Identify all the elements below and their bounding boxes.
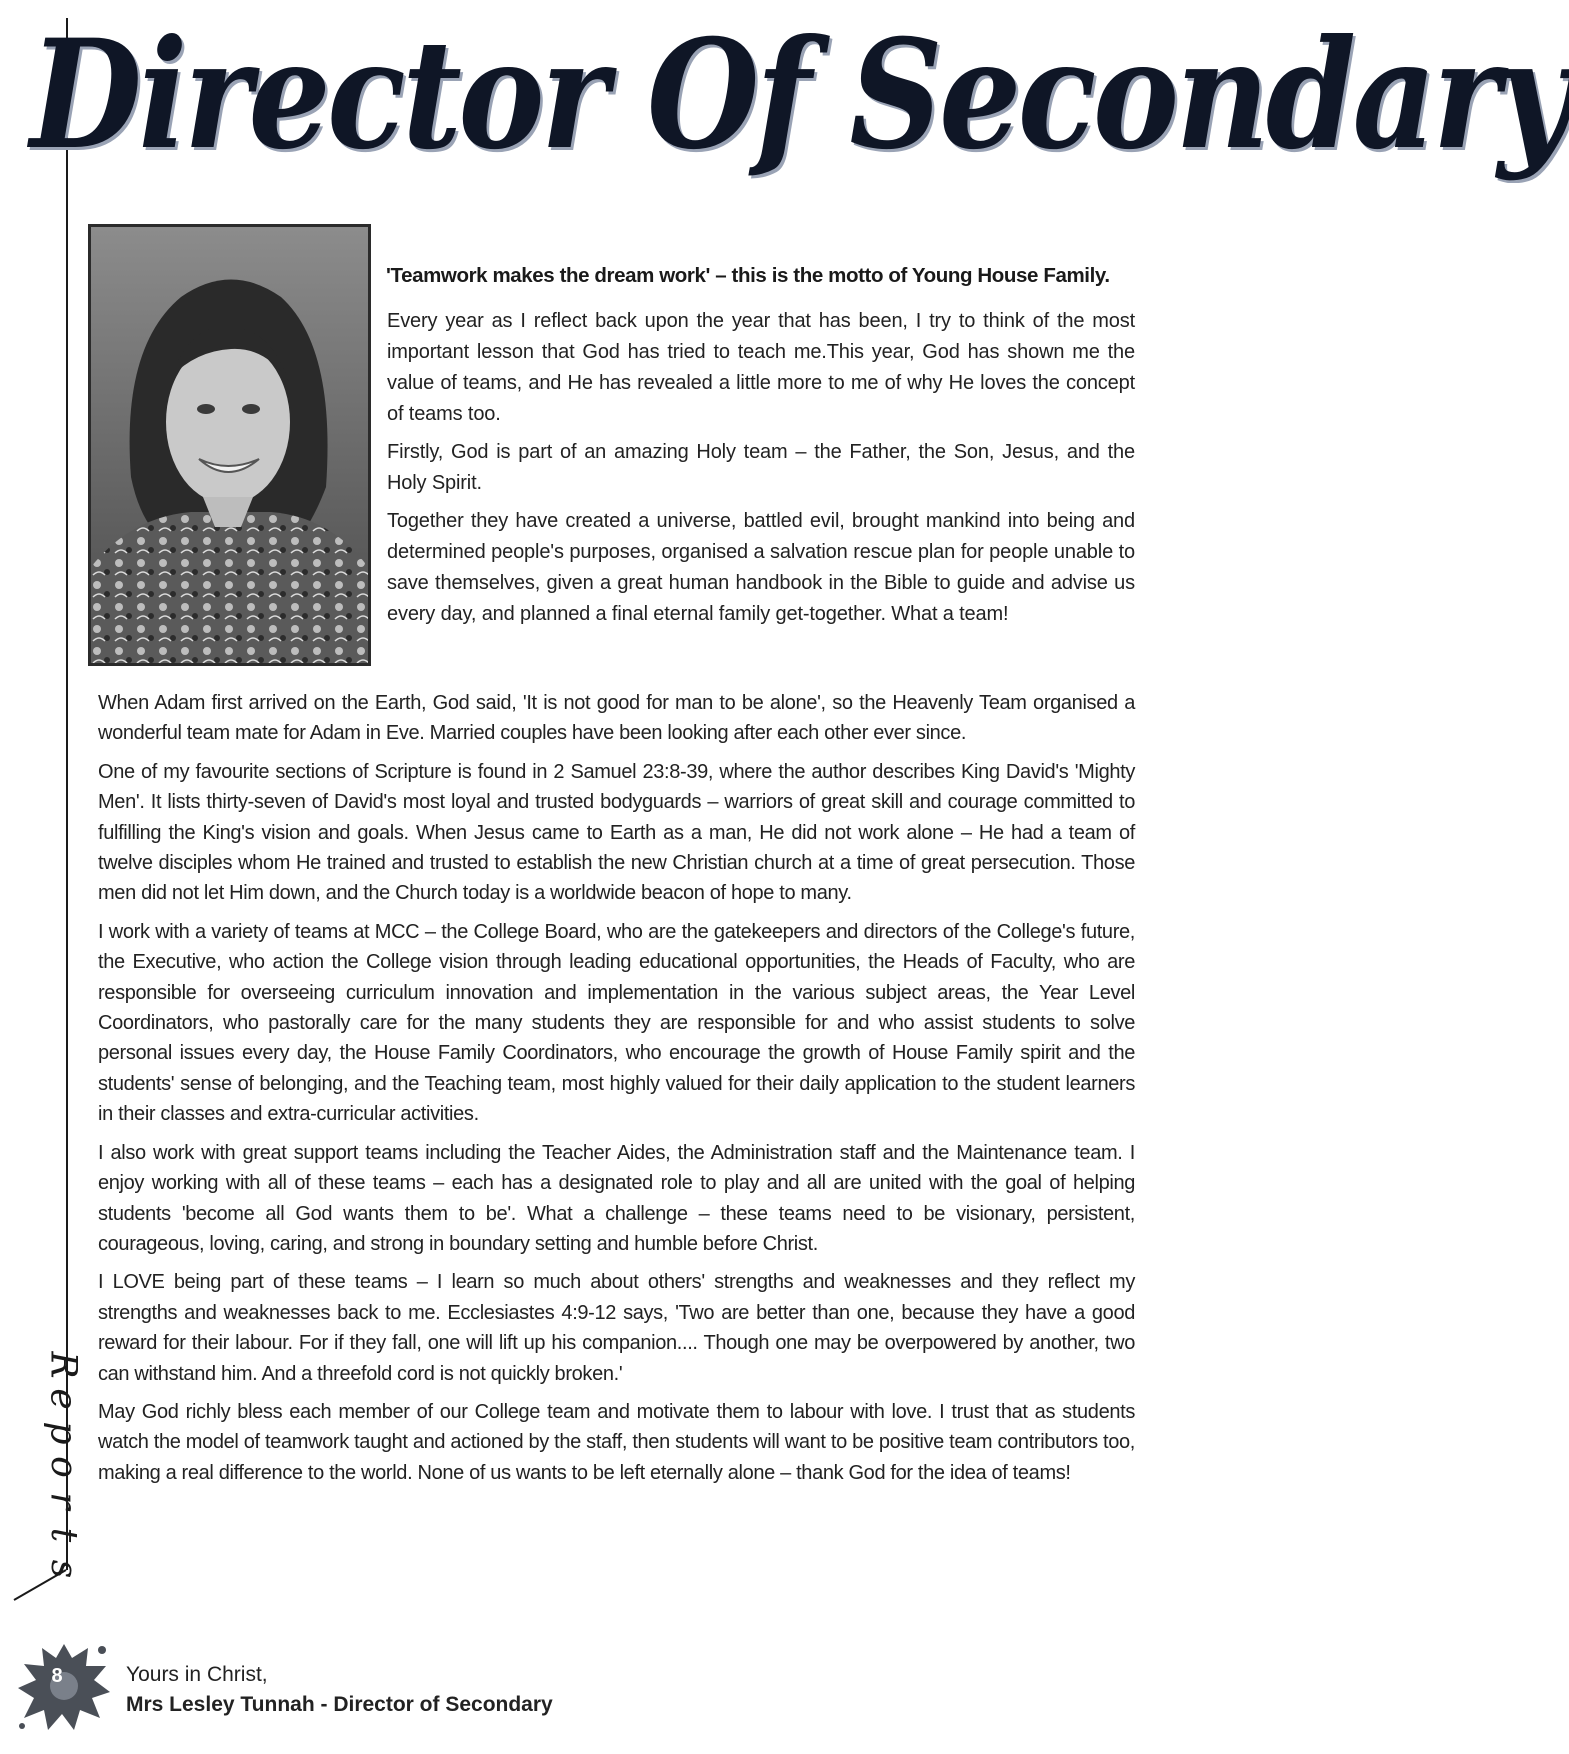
signature-block bbox=[126, 1660, 553, 1720]
side-label-letter: e bbox=[43, 1388, 84, 1410]
paragraph: One of my favourite sections of Scripture is found in 2 Samuel 23:8-39, where the author describes King David's 'Mighty Men'. It lists thirty-seven of David's most loyal and trusted bodyguards – warriors of great skill and courage committed to fulfilling the King's vision and goals. When Jesus came to Earth as a man, He did not work alone – He had a team of twelve disciples whom He trained and trusted to establish the new Christian church at a time of great persecution. Those men did not let Him down, and the Church today is a worldwide beacon of hope to many. bbox=[98, 760, 1135, 905]
side-label-letter: o bbox=[43, 1456, 84, 1478]
paragraph: Together they have created a universe, battled evil, brought mankind into being and determined people's purposes, organised a salvation rescue plan for people unable to save themselves, given a great human handbook in the Bible to guide and advise us every day, and planned a final eternal family get-together. What a team! bbox=[387, 510, 1135, 625]
signature-closing: Yours in Christ, bbox=[126, 1663, 268, 1686]
paragraph: When Adam first arrived on the Earth, God said, 'It is not good for man to be alone', so the Heavenly Team organised a wonderful team mate for Adam in Eve. Married couples have been looking after each other ever since. bbox=[98, 692, 1135, 745]
intro-text-block bbox=[387, 306, 1135, 637]
side-label-letter: s bbox=[42, 1559, 84, 1579]
motto-heading: 'Teamwork makes the dream work' – this is the motto of Young House Family. bbox=[386, 264, 1110, 287]
paragraph: I LOVE being part of these teams – I learn so much about others' strengths and weaknesses and they reflect my strengths and weaknesses back to me. Ecclesiastes 4:9-12 says, 'Two are better than one, because they have a good reward for their labour. For if they fall, one will lift up his companion.... Though one may be overpowered by another, two can withstand him. And a threefold cord is not quickly broken.' bbox=[98, 1271, 1135, 1385]
paragraph: Firstly, God is part of an amazing Holy team – the Father, the Son, Jesus, and the Holy Spirit. bbox=[387, 441, 1135, 494]
paragraph: I also work with great support teams including the Teacher Aides, the Administration staff and the Maintenance team. I enjoy working with all of these teams – each has a designated role to play and all are united with the goal of helping students 'become all God wants them to be'. What a challenge – these teams need to be visionary, persistent, courageous, loving, caring, and strong in boundary setting and humble before Christ. bbox=[98, 1141, 1135, 1255]
paragraph: May God richly bless each member of our College team and motivate them to labour with love. I trust that as students watch the model of teamwork taught and actioned by the staff, then students will want to be positive team contributors too, making a real difference to the world. None of us wants to be left eternally alone – thank God for the idea of teams! bbox=[98, 1400, 1135, 1484]
body-text-block bbox=[98, 688, 1135, 1496]
paragraph: I work with a variety of teams at MCC – the College Board, who are the gatekeepers and directors of the College's future, the Executive, who action the College vision through leading educational opportunities, the Heads of Faculty, who are responsible for overseeing curriculum innovation and implementation in the various subject areas, the Year Level Coordinators, who pastorally care for the many students they are responsible for and who assist students to solve personal issues every day, the House Family Coordinators, who encourage the growth of House Family spirit and the students' sense of belonging, and the Teaching team, most highly valued for their daily application to the student learners in their classes and extra-curricular activities. bbox=[98, 920, 1135, 1126]
reports-section-label bbox=[33, 1348, 93, 1586]
paragraph: Every year as I reflect back upon the year that has been, I try to think of the most important lesson that God has tried to teach me.This year, God has shown me the value of teams, and He has revealed a little more to me of why He loves the concept of teams too. bbox=[387, 310, 1135, 425]
side-label-letter: t bbox=[43, 1527, 84, 1543]
page-number: 8 bbox=[51, 1665, 63, 1687]
signature-name: Mrs Lesley Tunnah - Director of Secondary bbox=[126, 1693, 553, 1716]
author-portrait-photo bbox=[88, 224, 371, 666]
page-title: Director Of Secondary bbox=[30, 7, 1569, 183]
side-label-letter: r bbox=[43, 1492, 84, 1510]
side-label-letter: R bbox=[42, 1351, 84, 1379]
side-label-letter: p bbox=[42, 1421, 84, 1445]
